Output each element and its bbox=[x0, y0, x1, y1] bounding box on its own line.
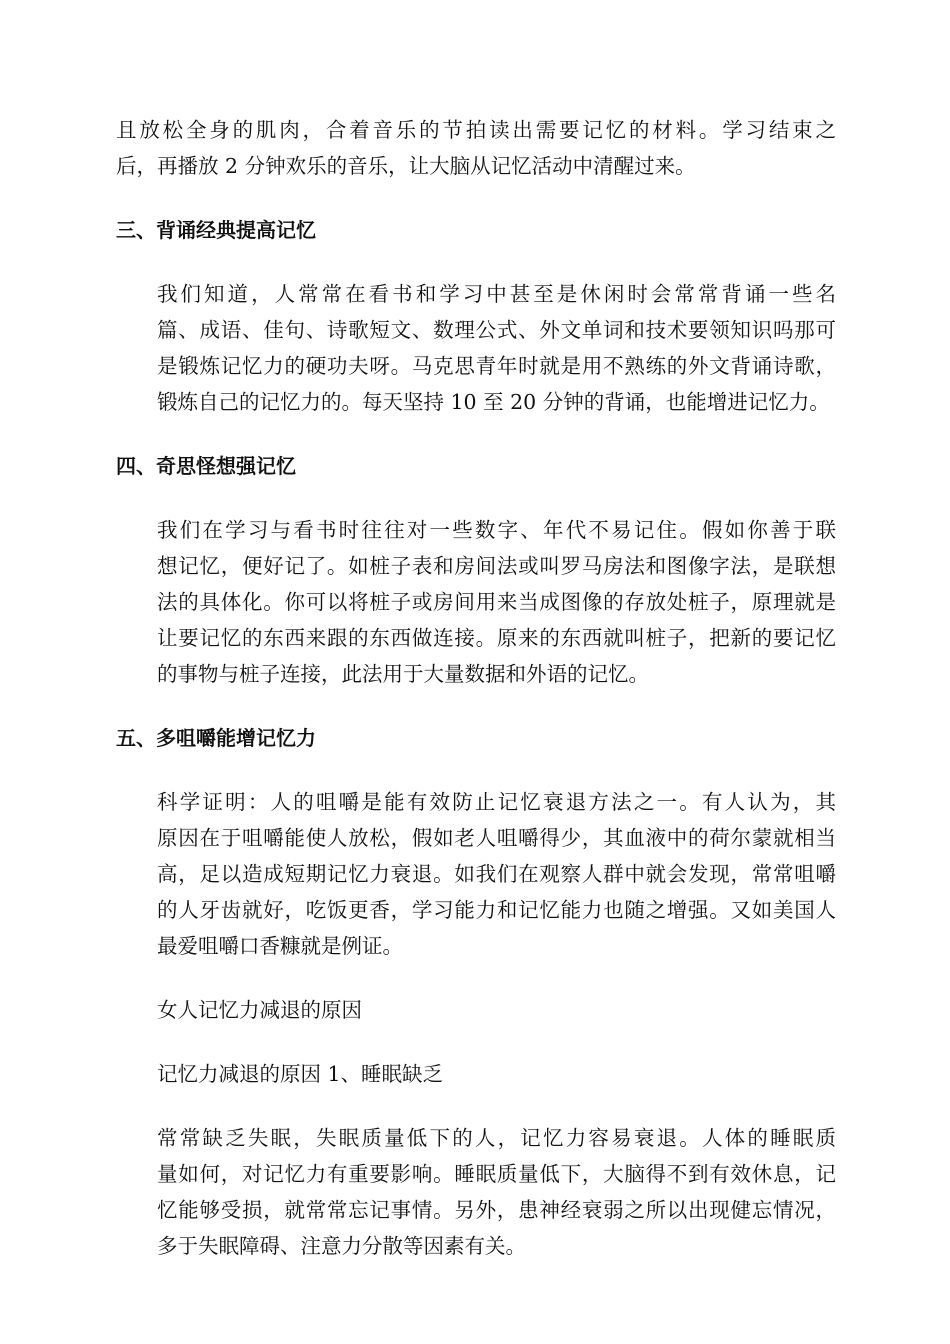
text-line: 锻炼自己的记忆力的。每天坚持 10 至 20 分钟的背诵，也能增进记忆力。 bbox=[157, 390, 830, 414]
section-heading: 四、奇思怪想强记忆 bbox=[116, 454, 296, 478]
text-line: 是锻炼记忆力的硬功夫呀。马克思青年时就是用不熟练的外文背诵诗歌， bbox=[157, 354, 836, 378]
text-line: 的人牙齿就好，吃饭更香，学习能力和记忆能力也随之增强。又如美国人 bbox=[157, 898, 836, 922]
text-line: 让要记忆的东西来跟的东西做连接。原来的东西就叫桩子，把新的要记忆 bbox=[157, 626, 836, 650]
paragraph bbox=[116, 276, 836, 420]
section-heading: 五、多咀嚼能增记忆力 bbox=[116, 726, 316, 750]
paragraph bbox=[116, 1120, 836, 1264]
section-heading: 三、背诵经典提高记忆 bbox=[116, 218, 316, 242]
text-line: 的事物与桩子连接，此法用于大量数据和外语的记忆。 bbox=[157, 662, 649, 686]
paragraph bbox=[116, 992, 836, 1028]
text-line: 最爱咀嚼口香糠就是例证。 bbox=[157, 934, 403, 958]
text-line: 记忆力减退的原因 1、睡眠缺乏 bbox=[157, 1062, 444, 1086]
text-line: 想记忆，便好记了。如桩子表和房间法或叫罗马房法和图像字法，是联想 bbox=[157, 554, 836, 578]
text-line: 忆能够受损，就常常忘记事情。另外，患神经衰弱之所以出现健忘情况， bbox=[157, 1198, 836, 1222]
paragraph bbox=[116, 784, 836, 964]
text-line: 常常缺乏失眠，失眠质量低下的人，记忆力容易衰退。人体的睡眠质 bbox=[157, 1126, 836, 1150]
text-line: 且放松全身的肌肉，合着音乐的节拍读出需要记忆的材料。学习结束之 bbox=[116, 118, 836, 142]
paragraph bbox=[116, 1056, 836, 1092]
text-line: 原因在于咀嚼能使人放松，假如老人咀嚼得少，其血液中的荷尔蒙就相当 bbox=[157, 826, 836, 850]
text-line: 我们在学习与看书时往往对一些数字、年代不易记住。假如你善于联 bbox=[157, 518, 836, 542]
text-line: 量如何，对记忆力有重要影响。睡眠质量低下，大脑得不到有效休息，记 bbox=[157, 1162, 836, 1186]
text-line: 科学证明：人的咀嚼是能有效防止记忆衰退方法之一。有人认为，其 bbox=[157, 790, 836, 814]
text-line: 多于失眠障碍、注意力分散等因素有关。 bbox=[157, 1234, 526, 1258]
paragraph bbox=[116, 512, 836, 692]
text-line: 高，足以造成短期记忆力衰退。如我们在观察人群中就会发现，常常咀嚼 bbox=[157, 862, 836, 886]
paragraph bbox=[116, 112, 836, 184]
text-line: 女人记忆力减退的原因 bbox=[157, 998, 362, 1022]
document-page bbox=[116, 112, 836, 1292]
text-line: 篇、成语、佳句、诗歌短文、数理公式、外文单词和技术要领知识吗那可 bbox=[157, 318, 836, 342]
text-line: 后，再播放 2 分钟欢乐的音乐，让大脑从记忆活动中清醒过来。 bbox=[116, 154, 696, 178]
text-line: 法的具体化。你可以将桩子或房间用来当成图像的存放处桩子，原理就是 bbox=[157, 590, 836, 614]
text-line: 我们知道，人常常在看书和学习中甚至是休闲时会常常背诵一些名 bbox=[157, 282, 836, 306]
